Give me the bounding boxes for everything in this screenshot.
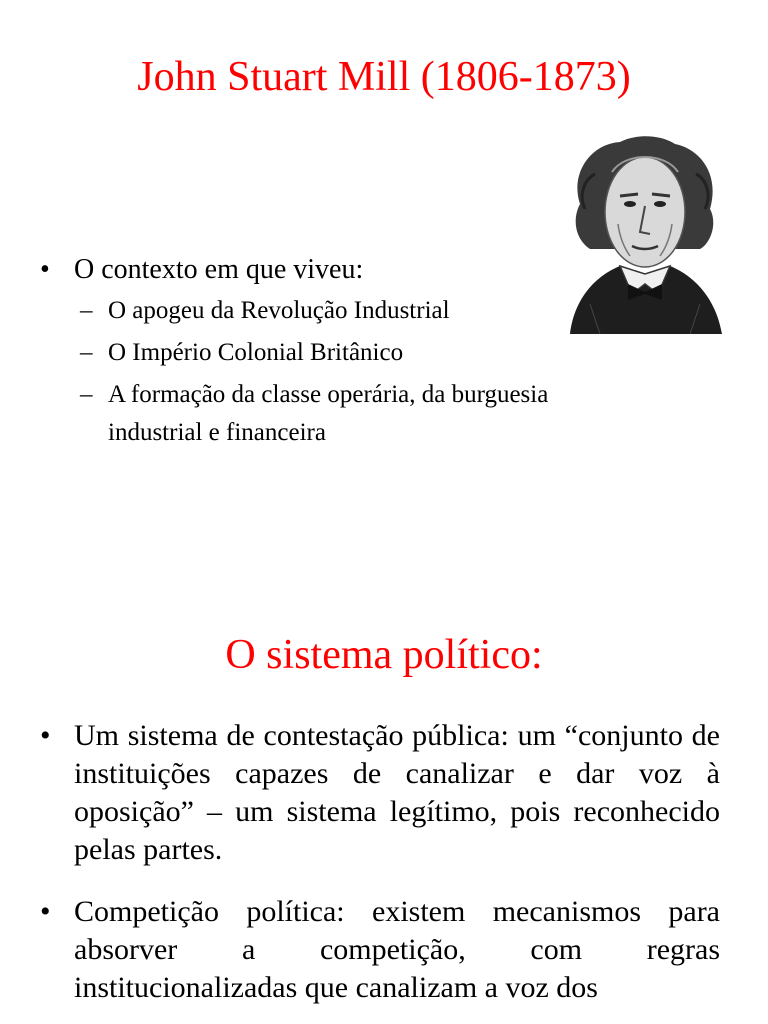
dash-marker: – — [80, 339, 93, 366]
dash-marker: – — [80, 297, 93, 324]
slide-title: John Stuart Mill (1806-1873) — [137, 54, 631, 100]
slide-title: O sistema político: — [225, 632, 543, 678]
portrait-image — [560, 134, 730, 334]
subitem-text: O apogeu da Revolução Industrial — [108, 297, 450, 324]
subitem-text: A formação da classe operária, da burguesia — [108, 381, 549, 408]
dash-marker: – — [80, 381, 93, 408]
bullet-marker: • — [40, 254, 50, 285]
slide-political-system — [0, 512, 768, 1024]
paragraph-political-competition: Competição política: existem mecanismos para absorver a competição, com regras institucionalizadas que canalizam a voz dos — [74, 895, 720, 1004]
paragraph-public-contestation: Um sistema de contestação pública: um “conjunto de instituições capazes de canalizar e dar voz à oposição” – um sistema legítimo, pois reconhecido pelas partes. — [74, 719, 720, 866]
bullet-marker: • — [40, 895, 51, 928]
subitem-text-continuation: industrial e financeira — [108, 419, 326, 446]
subitem-text: O Império Colonial Britânico — [108, 339, 404, 366]
bullet-marker: • — [40, 719, 51, 752]
bullet-text: O contexto em que viveu: — [74, 254, 364, 285]
